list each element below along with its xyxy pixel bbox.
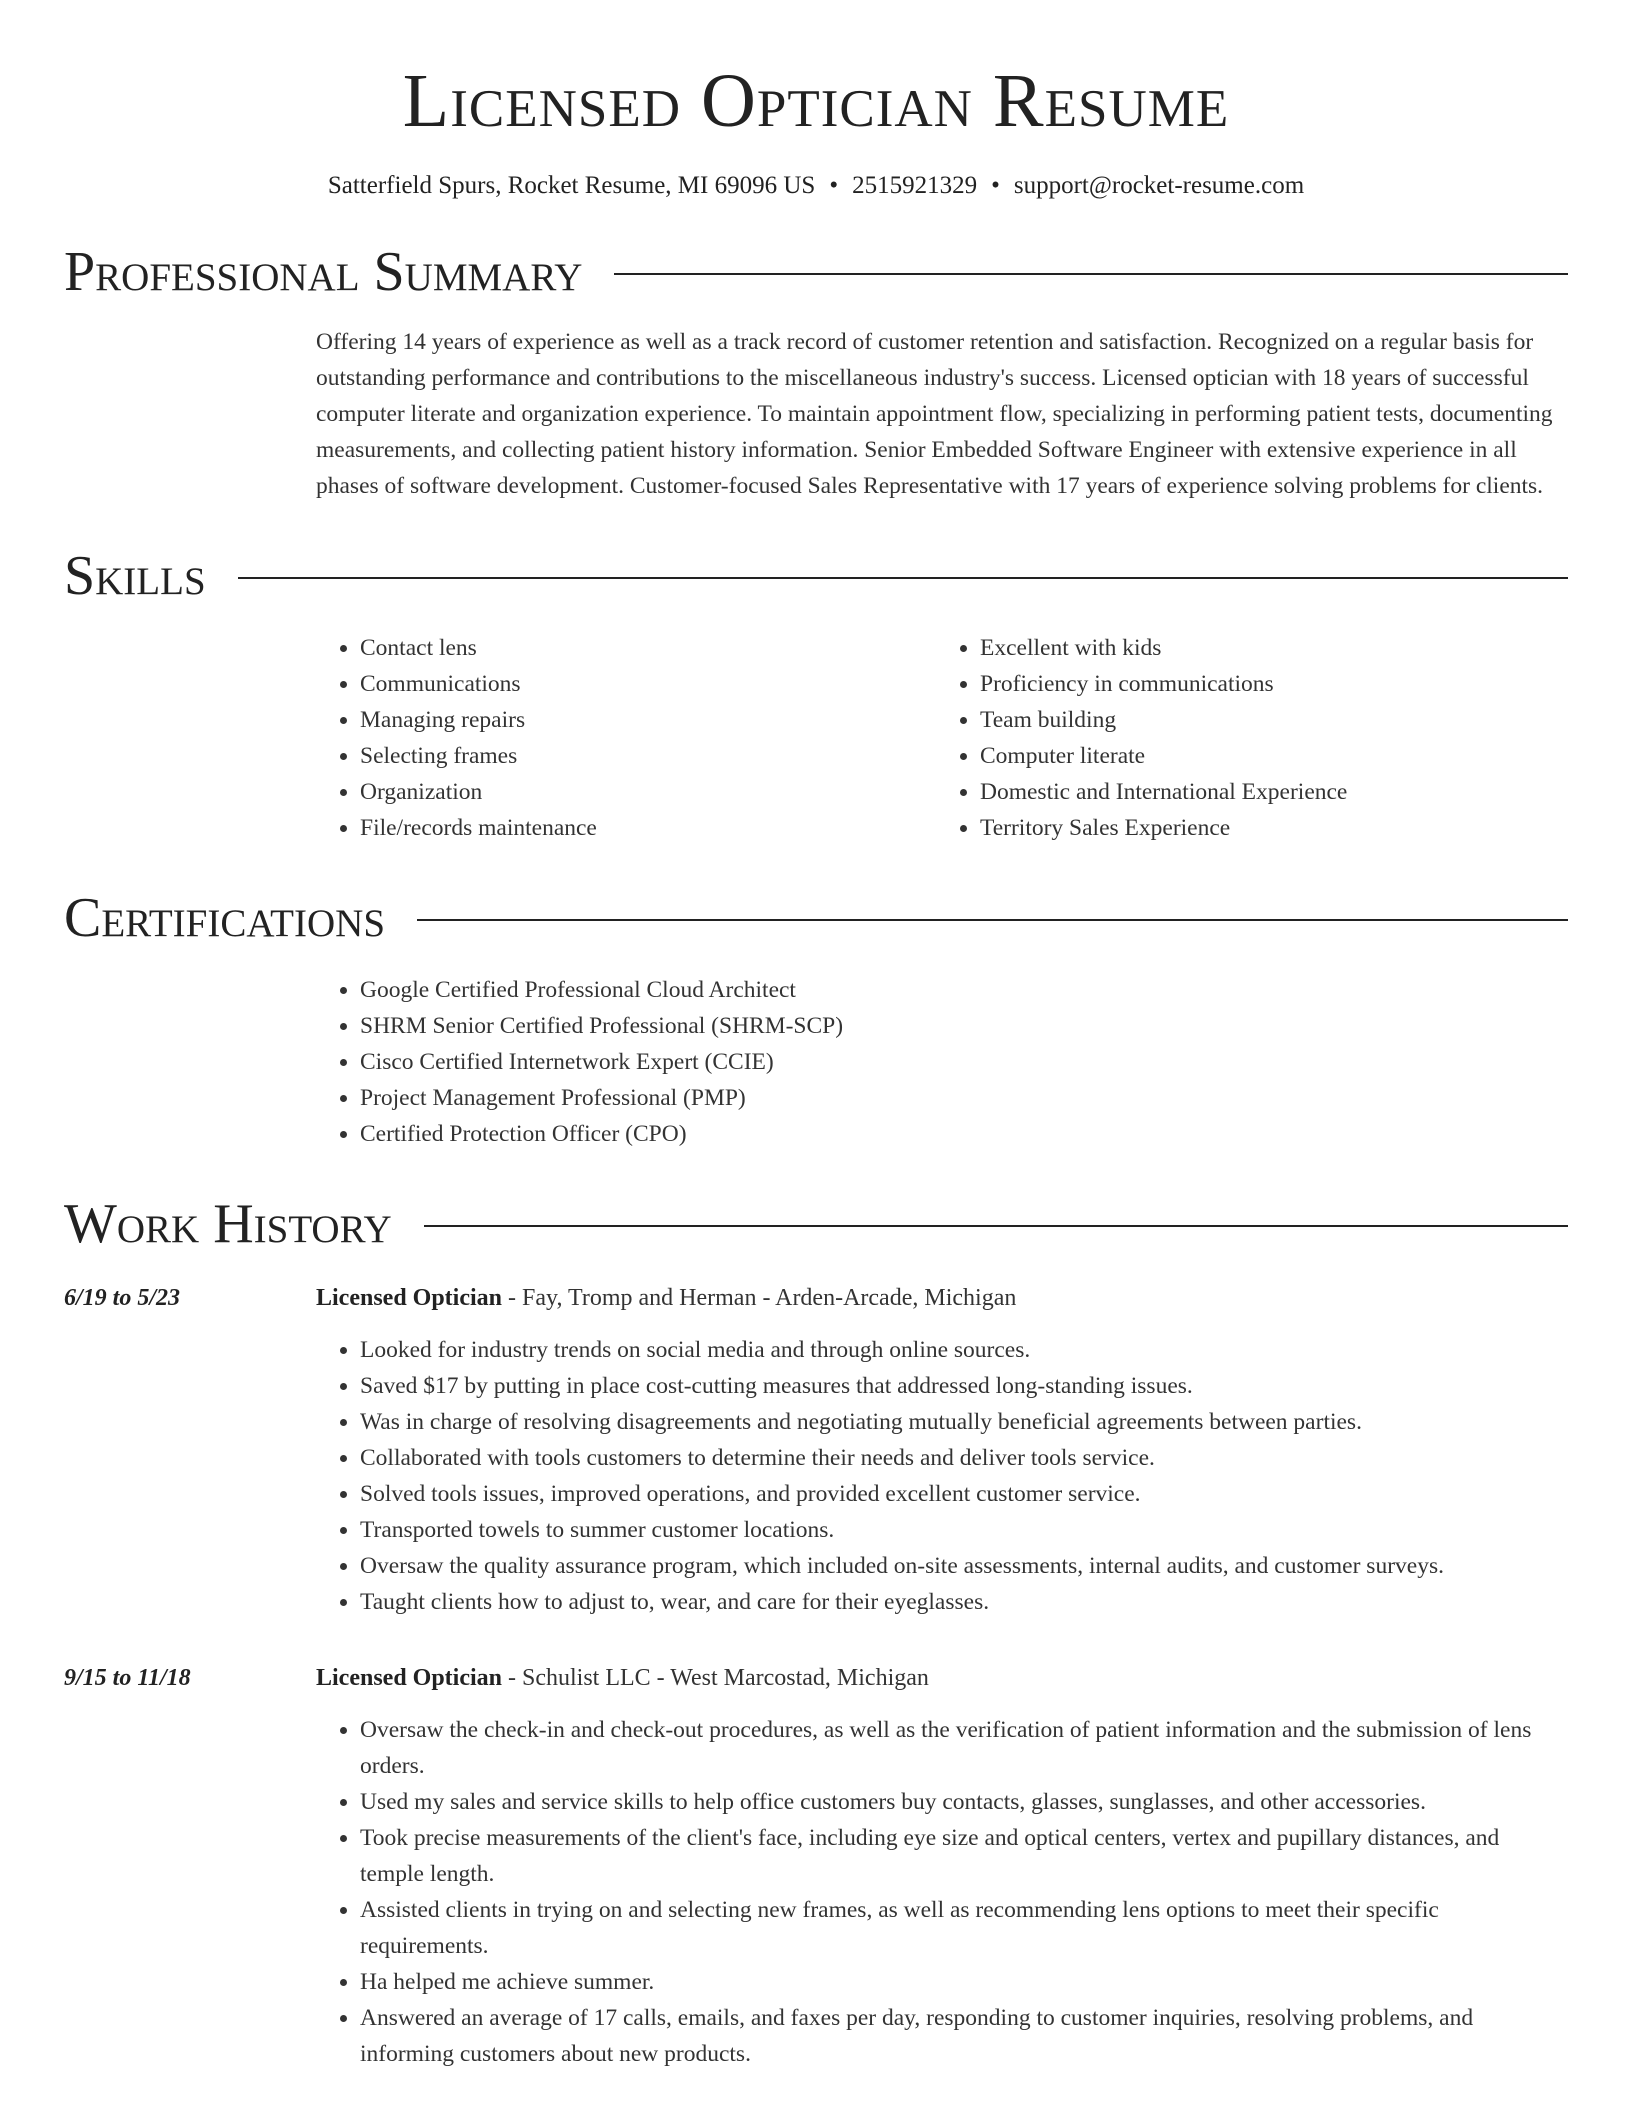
job-duty-item: • Saved $17 by putting in place cost-cutting measures that addressed long-standing issues. xyxy=(360,1368,1568,1404)
job-duty-item: • Oversaw the quality assurance program, which included on-site assessments, internal audits, and customer surveys. xyxy=(360,1548,1568,1584)
job-title-line xyxy=(316,1660,1568,1696)
job-duty-item: • Answered an average of 17 calls, emails, and faxes per day, responding to customer inquiries, resolving problems, and informing customers about new products. xyxy=(360,2000,1568,2072)
work-history-heading: Work History xyxy=(64,1192,392,1255)
job-title: Licensed Optician xyxy=(316,1664,503,1691)
job-duty-item: • Was in charge of resolving disagreements and negotiating mutually beneficial agreements between parties. xyxy=(360,1404,1568,1440)
skills-section-header xyxy=(64,544,1568,607)
skill-item: • Contact lens xyxy=(360,630,936,666)
job-duty-item: • Used my sales and service skills to help office customers buy contacts, glasses, sunglasses, and other accessories. xyxy=(360,1784,1568,1820)
job-body xyxy=(316,1280,1568,1620)
certification-item: • SHRM Senior Certified Professional (SHRM-SCP) xyxy=(360,1008,1568,1044)
job-duty-item: • Collaborated with tools customers to determine their needs and deliver tools service. xyxy=(360,1440,1568,1476)
skill-item: • Territory Sales Experience xyxy=(980,810,1556,846)
certification-item: • Google Certified Professional Cloud Architect xyxy=(360,972,1568,1008)
job-duty-item: • Oversaw the check-in and check-out procedures, as well as the verification of patient information and the submission of lens orders. xyxy=(360,1712,1568,1784)
job-dates: 9/15 to 11/18 xyxy=(64,1664,191,1691)
certification-item: • Certified Protection Officer (CPO) xyxy=(360,1116,1568,1152)
contact-address: Satterfield Spurs, Rocket Resume, MI 69096 US xyxy=(327,171,816,199)
contact-line xyxy=(64,172,1568,200)
job-duty-item: • Taught clients how to adjust to, wear, and care for their eyeglasses. xyxy=(360,1584,1568,1620)
job-duty-item: • Took precise measurements of the client's face, including eye size and optical centers, vertex and pupillary distances, and temple length. xyxy=(360,1820,1568,1892)
skill-item: • Selecting frames xyxy=(360,738,936,774)
job-duty-item: • Looked for industry trends on social media and through online sources. xyxy=(360,1332,1568,1368)
skill-item: • Team building xyxy=(980,702,1556,738)
skill-item: • Managing repairs xyxy=(360,702,936,738)
skill-item: • Proficiency in communications xyxy=(980,666,1556,702)
skills-column-right xyxy=(936,630,1556,846)
job-title-line xyxy=(316,1280,1568,1316)
skill-item: • Excellent with kids xyxy=(980,630,1556,666)
skill-item: • Communications xyxy=(360,666,936,702)
certifications-section-header xyxy=(64,886,1568,949)
job-duty-item: • Assisted clients in trying on and selecting new frames, as well as recommending lens options to meet their specific requirements. xyxy=(360,1892,1568,1964)
job-title: Licensed Optician xyxy=(316,1284,503,1311)
work-history-section-header xyxy=(64,1192,1568,1255)
contact-phone: 2515921329 xyxy=(852,171,978,199)
skill-item: • Computer literate xyxy=(980,738,1556,774)
skill-item: • File/records maintenance xyxy=(360,810,936,846)
job-body xyxy=(316,1660,1568,2072)
skills-column-left xyxy=(316,630,936,846)
certification-item: • Project Management Professional (PMP) xyxy=(360,1080,1568,1116)
job-entry xyxy=(64,1660,1568,2072)
contact-separator: • xyxy=(829,171,839,199)
skills-heading: Skills xyxy=(64,544,206,607)
job-entry xyxy=(64,1280,1568,1620)
contact-email: support@rocket-resume.com xyxy=(1013,171,1305,199)
contact-separator: • xyxy=(991,171,1000,199)
job-duty-item: • Transported towels to summer customer locations. xyxy=(360,1512,1568,1548)
job-employer-location: - Fay, Tromp and Herman - Arden-Arcade, Michigan xyxy=(502,1284,1017,1311)
skill-item: • Domestic and International Experience xyxy=(980,774,1556,810)
section-divider xyxy=(238,577,1568,579)
skills-list xyxy=(316,630,1568,846)
resume-title: Licensed Optician Resume xyxy=(402,59,1230,143)
certification-item: • Cisco Certified Internetwork Expert (CCIE) xyxy=(360,1044,1568,1080)
section-divider xyxy=(417,919,1568,921)
job-duty-item: • Solved tools issues, improved operations, and provided excellent customer service. xyxy=(360,1476,1568,1512)
job-duty-item: • Ha helped me achieve summer. xyxy=(360,1964,1568,2000)
job-dates: 6/19 to 5/23 xyxy=(64,1284,181,1311)
certifications-heading: Certifications xyxy=(64,886,386,949)
summary-heading: Professional Summary xyxy=(64,240,583,303)
section-divider xyxy=(614,273,1568,275)
certifications-list xyxy=(316,972,1568,1152)
summary-section-header xyxy=(64,240,1568,303)
summary-text: Offering 14 years of experience as well as a track record of customer retention and satisfaction. Recognized on a regular basis for outstanding performance and contributions to the miscellaneous industry's success. Licensed optician with 18 years of successful computer literate and organization experience. To maintain appointment flow, specializing in performing patient tests, documenting measurements, and collecting patient history information. Senior Embedded Software Engineer with extensive experience in all phases of software development. Customer-focused Sales Representative with 17 years of experience solving problems for clients. xyxy=(316,328,1553,499)
skill-item: • Organization xyxy=(360,774,936,810)
job-employer-location: - Schulist LLC - West Marcostad, Michigan xyxy=(502,1664,929,1691)
section-divider xyxy=(424,1225,1568,1227)
